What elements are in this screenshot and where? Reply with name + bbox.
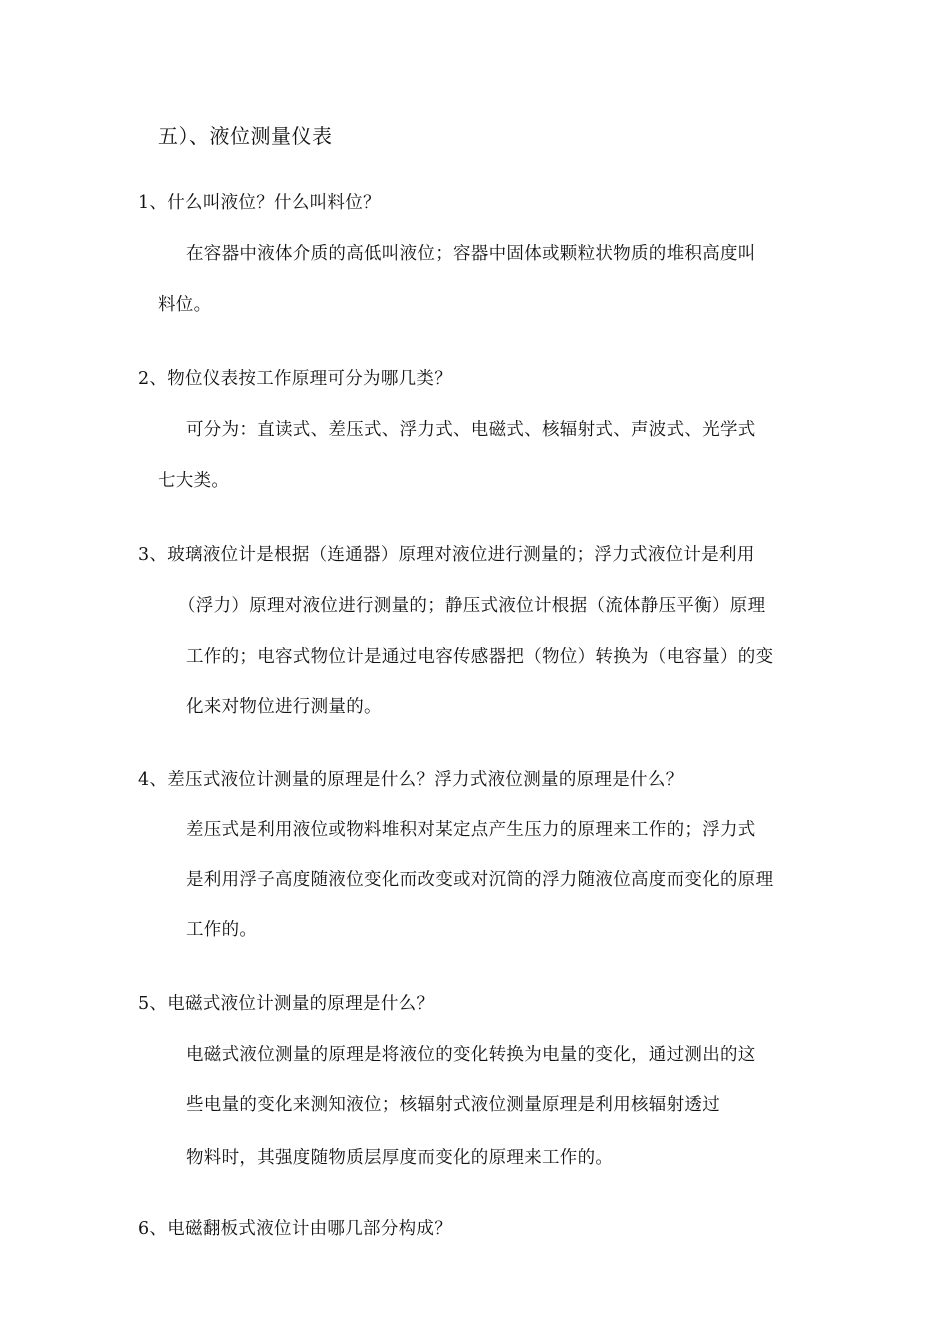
answer-4-line-3: 工作的。 [186,920,258,940]
question-3: 3、玻璃液位计是根据（连通器）原理对液位进行测量的；浮力式液位计是利用 [138,545,755,565]
answer-2-line-1: 可分为：直读式、差压式、浮力式、电磁式、核辐射式、声波式、光学式 [186,420,756,440]
section-title: 五）、液位测量仪表 [158,124,333,148]
answer-5-line-3: 物料时，其强度随物质层厚度而变化的原理来工作的。 [186,1148,614,1168]
answer-5-line-2: 些电量的变化来测知液位；核辐射式液位测量原理是利用核辐射透过 [186,1095,720,1115]
answer-5-line-1: 电磁式液位测量的原理是将液位的变化转换为电量的变化，通过测出的这 [186,1045,756,1065]
question-6: 6、电磁翻板式液位计由哪几部分构成？ [138,1219,453,1239]
question-2: 2、物位仪表按工作原理可分为哪几类？ [138,369,453,389]
answer-4-line-2: 是利用浮子高度随液位变化而改变或对沉筒的浮力随液位高度而变化的原理 [186,870,774,890]
answer-1-line-2: 料位。 [158,295,212,315]
answer-2-line-2: 七大类。 [158,471,230,491]
answer-3-line-1: （浮力）原理对液位进行测量的；静压式液位计根据（流体静压平衡）原理 [178,596,766,616]
question-5: 5、电磁式液位计测量的原理是什么？ [138,994,435,1014]
answer-3-line-2: 工作的；电容式物位计是通过电容传感器把（物位）转换为（电容量）的变 [186,647,774,667]
question-1: 1、什么叫液位？什么叫料位？ [138,193,381,213]
answer-4-line-1: 差压式是利用液位或物料堆积对某定点产生压力的原理来工作的；浮力式 [186,820,756,840]
question-4: 4、差压式液位计测量的原理是什么？浮力式液位测量的原理是什么？ [138,770,684,790]
answer-1-line-1: 在容器中液体介质的高低叫液位；容器中固体或颗粒状物质的堆积高度叫 [186,244,756,264]
answer-3-line-3: 化来对物位进行测量的。 [186,697,382,717]
